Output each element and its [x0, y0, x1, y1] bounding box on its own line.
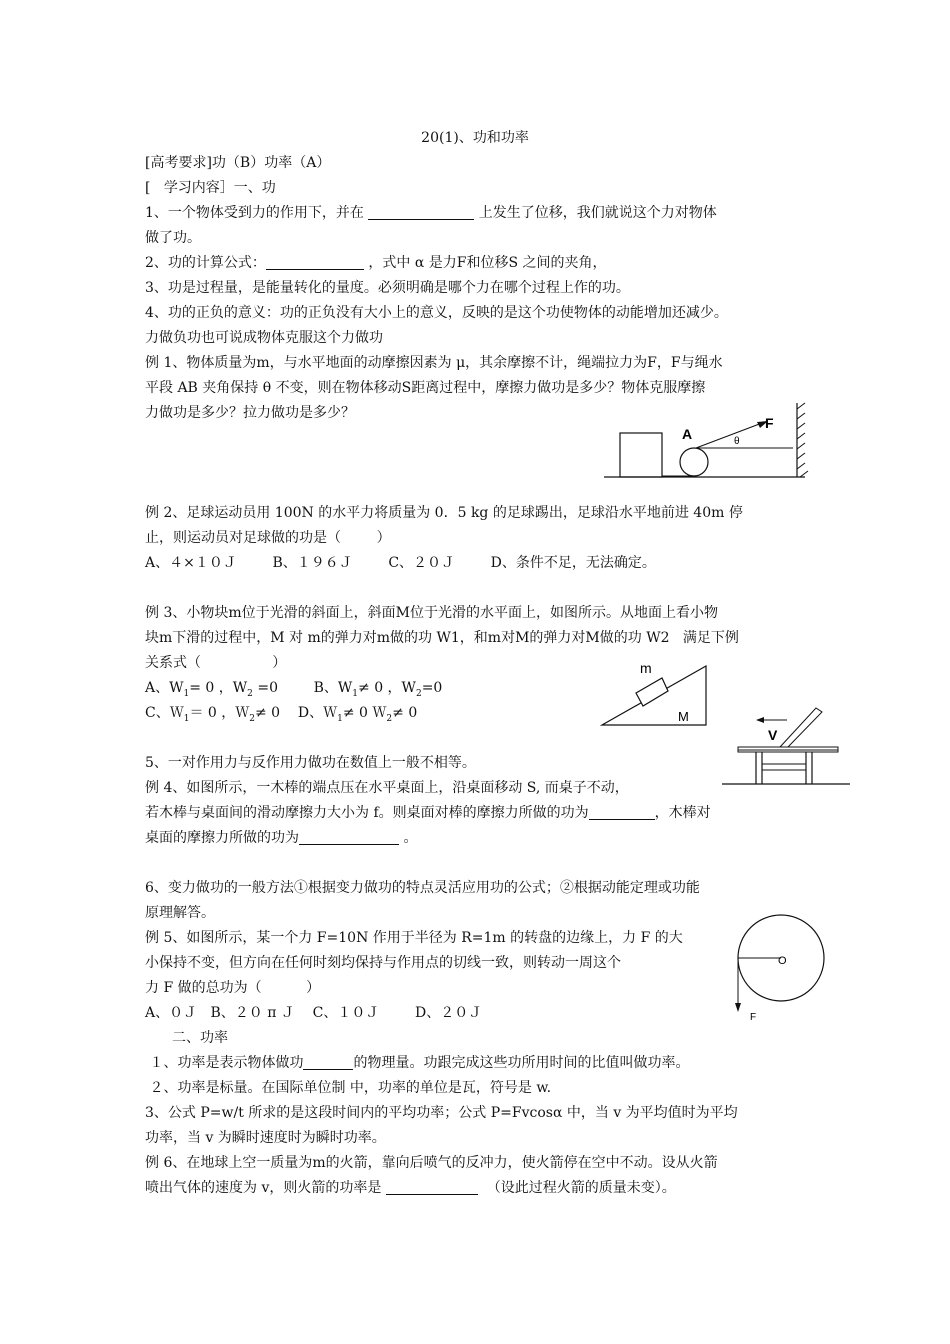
- item-6-line-1: 6、变力做功的一般方法①根据变力做功的特点灵活应用功的公式；②根据动能定理或功能: [145, 880, 700, 896]
- requirements-line: [高考要求]功（B）功率（A）: [145, 155, 331, 171]
- example-4-line-2: 若木棒与桌面间的滑动摩擦力大小为 f。则桌面对棒的摩擦力所做的功为 ，木棒对: [145, 805, 711, 821]
- fig1-label-f: F: [765, 415, 774, 431]
- item-2-text-a: 2、功的计算公式：: [145, 255, 266, 271]
- item-1-blank[interactable]: [368, 205, 474, 220]
- item-6-line-2: 原理解答。: [145, 905, 215, 921]
- example-6-blank[interactable]: [386, 1180, 478, 1195]
- power-item-3-line-2: 功率，当 v 为瞬时速度时为瞬时功率。: [145, 1130, 386, 1146]
- figure-1-block-pulley: [600, 395, 815, 480]
- example-5-line-3: 力 F 做的总功为（ ）: [145, 980, 321, 996]
- page-title: 20(1)、功和功率: [421, 130, 529, 146]
- fig5-label-f: F: [750, 1012, 757, 1023]
- power-item-1: １、功率是表示物体做功 的物理量。功跟完成这些功所用时间的比值叫做功率。: [145, 1055, 690, 1071]
- figure-3-incline: [598, 658, 718, 728]
- figure-4-table-rod: [722, 708, 857, 788]
- fig1-label-a: A: [682, 426, 693, 442]
- fig1-label-theta: θ: [734, 436, 740, 447]
- example-2-line-2: 止，则运动员对足球做的功是（ ）: [145, 530, 391, 546]
- power-item-2: ２、功率是标量。在国际单位制 中，功率的单位是瓦，符号是 w.: [145, 1080, 552, 1096]
- example-2-line-1: 例 2、足球运动员用 100N 的水平力将质量为 0．5 kg 的足球踢出，足球沿水平地前进 40m 停: [145, 505, 743, 521]
- item-5-line: 5、一对作用力与反作用力做功在数值上一般不相等。: [145, 755, 476, 771]
- example-1-line-1: 例 1、物体质量为m，与水平地面的动摩擦因素为 μ，其余摩擦不计，绳端拉力为F，F与绳水: [145, 355, 723, 371]
- fig4-label-v: V: [768, 727, 778, 743]
- section-2-header: 二、功率: [172, 1030, 228, 1046]
- fig3-label-m: m: [640, 660, 652, 676]
- example-4-blank-2[interactable]: [299, 830, 399, 845]
- item-2-line: [145, 254, 606, 272]
- item-4-line-2: 力做负功也可说成物体克服这个力做功: [145, 330, 383, 346]
- example-4-line-1: 例 4、如图所示，一木棒的端点压在水平桌面上，沿桌面移动 S, 而桌子不动，: [145, 780, 629, 796]
- item-1-line-2: 做了功。: [145, 230, 201, 246]
- example-4-line-3: 桌面的摩擦力所做的功为 。: [145, 830, 418, 846]
- item-1-text-a: 1、一个物体受到力的作用下，并在: [145, 205, 369, 221]
- item-1-line-1: [145, 204, 717, 222]
- example-6-line-1: 例 6、在地球上空一质量为m的火箭，靠向后喷气的反冲力，使火箭停在空中不动。设从火箭: [145, 1155, 718, 1171]
- example-2-options: A、４×１０Ｊ B、１９６Ｊ C、２０Ｊ D、条件不足，无法确定。: [145, 555, 656, 571]
- fig5-label-o: O: [778, 955, 787, 967]
- example-1-line-3: 力做功是多少？拉力做功是多少？: [145, 405, 355, 421]
- figure-5-disk: [728, 908, 838, 1023]
- example-5-options: A、０Ｊ B、２０ π Ｊ C、１０Ｊ D、２０Ｊ: [145, 1005, 483, 1021]
- example-5-line-1: 例 5、如图所示，某一个力 F=10N 作用于半径为 R=1m 的转盘的边缘上，力 F 的大: [145, 930, 683, 946]
- example-3-line-1: 例 3、小物块m位于光滑的斜面上，斜面M位于光滑的水平面上，如图所示。从地面上看小物: [145, 605, 718, 621]
- example-3-options-cd: C、Ｗ$_1$＝ 0 ，Ｗ$_2$≠ 0 D、Ｗ$_1$≠ 0 Ｗ$_2$≠ 0: [145, 705, 418, 724]
- power-item-1-blank[interactable]: [303, 1055, 353, 1070]
- item-3-line: 3、功是过程量，是能量转化的量度。必须明确是哪个力在哪个过程上作的功。: [145, 280, 630, 296]
- example-3-line-2: 块m下滑的过程中，M 对 m的弹力对m做的功 W1，和m对M的弹力对M做的功 W2 满足下例: [145, 630, 739, 646]
- item-1-text-b: 上发生了位移，我们就说这个力对物体: [474, 205, 717, 221]
- example-3-options-ab: A、$W_1= 0$ ，$W_2 =0$ B、$W_1\ne 0$ ，$W_2=0$: [145, 680, 443, 699]
- example-6-line-2: 喷出气体的速度为 v，则火箭的功率是 （设此过程火箭的质量未变）。: [145, 1180, 676, 1196]
- item-4-line-1: 4、功的正负的意义：功的正负没有大小上的意义，反映的是这个功使物体的动能增加还减少。: [145, 305, 728, 321]
- item-2-blank[interactable]: [266, 255, 364, 270]
- example-3-line-3: 关系式（ ）: [145, 655, 287, 671]
- example-1-line-2: 平段 AB 夹角保持 θ 不变，则在物体移动S距离过程中，摩擦力做功是多少？物体克服摩擦: [145, 380, 706, 396]
- example-5-line-2: 小保持不变，但方向在任何时刻均保持与作用点的切线一致，则转动一周这个: [145, 955, 621, 971]
- section-1-header: [ 学习内容］一、功: [145, 180, 276, 196]
- item-2-text-b: ，式中 α 是力F和位移S 之间的夹角，: [363, 255, 607, 271]
- power-item-3-line-1: 3、公式 P=w/t 所求的是这段时间内的平均功率；公式 P=Fvcosα 中，当 v 为平均值时为平均: [145, 1105, 738, 1121]
- example-4-blank-1[interactable]: [589, 805, 655, 820]
- fig3-label-big-m: M: [678, 709, 689, 724]
